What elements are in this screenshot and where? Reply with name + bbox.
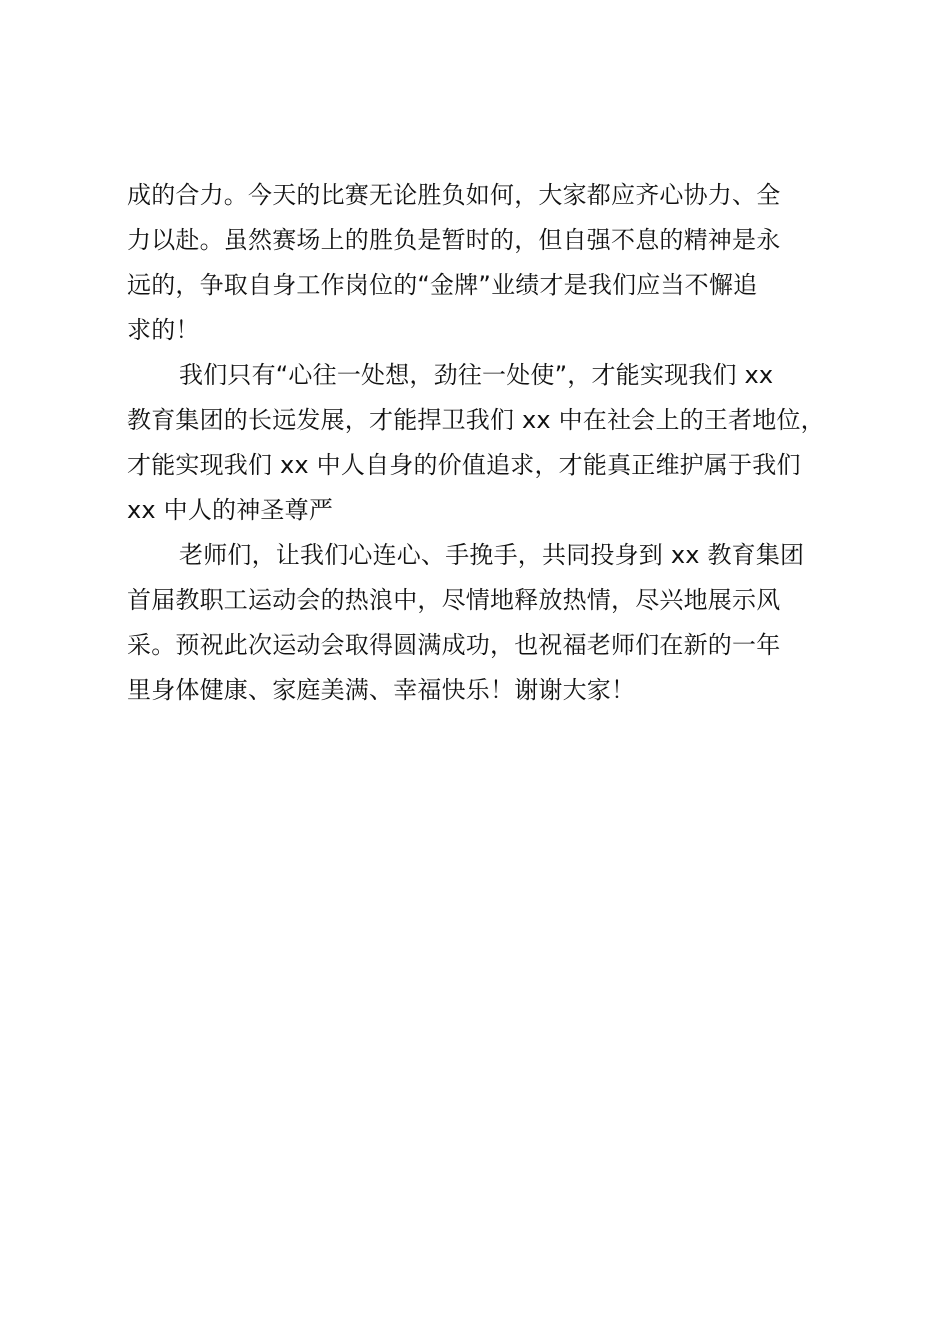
- paragraph-1-line-4: 求的！: [127, 316, 200, 344]
- paragraph-1-line-1: 成的合力。今天的比赛无论胜负如何，大家都应齐心协力、全: [127, 181, 781, 209]
- paragraph-3-line-4: 里身体健康、家庭美满、幸福快乐！谢谢大家！: [127, 676, 636, 704]
- paragraph-1: [127, 173, 833, 353]
- paragraph-1-line-3: 远的，争取自身工作岗位的“金牌”业绩才是我们应当不懈追: [127, 271, 758, 299]
- document-body: [127, 173, 833, 713]
- paragraph-3-line-3: 采。预祝此次运动会取得圆满成功，也祝福老师们在新的一年: [127, 631, 781, 659]
- paragraph-3: [127, 533, 833, 713]
- paragraph-2-line-1: 我们只有“心往一处想，劲往一处使”，才能实现我们 xx: [179, 361, 774, 389]
- paragraph-3-line-2: 首届教职工运动会的热浪中，尽情地释放热情，尽兴地展示风: [127, 586, 781, 614]
- paragraph-2-line-2: 教育集团的长远发展，才能捍卫我们 xx 中在社会上的王者地位，: [127, 406, 825, 434]
- paragraph-2: [127, 353, 833, 533]
- paragraph-2-line-3: 才能实现我们 xx 中人自身的价值追求，才能真正维护属于我们: [127, 451, 801, 479]
- paragraph-1-line-2: 力以赴。虽然赛场上的胜负是暂时的，但自强不息的精神是永: [127, 226, 781, 254]
- paragraph-2-line-4: xx 中人的神圣尊严: [127, 496, 334, 524]
- paragraph-3-line-1: 老师们，让我们心连心、手挽手，共同投身到 xx 教育集团: [179, 541, 805, 569]
